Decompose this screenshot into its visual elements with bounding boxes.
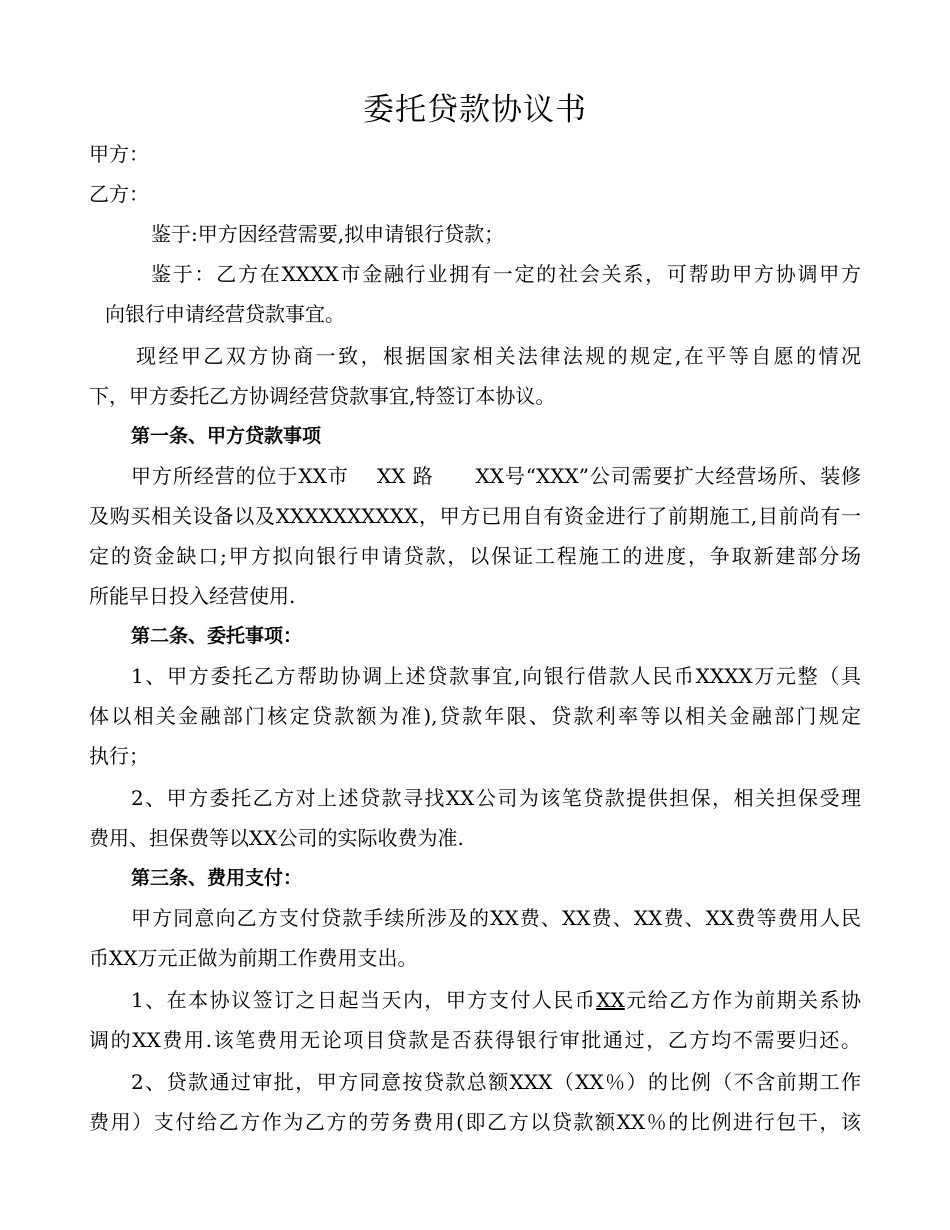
party-a-label: 甲方：: [89, 142, 149, 166]
article-3-paragraph-line-2: 币XX万元正做为前期工作费用支出。: [89, 946, 418, 970]
article-2-item-2-line-1: 2、甲方委托乙方对上述贷款寻找XX公司为该笔贷款提供担保，相关担保受理: [131, 786, 861, 810]
party-b-label: 乙方：: [89, 182, 149, 206]
article-2-heading: 第二条、委托事项：: [131, 625, 303, 647]
article-3-item-2-line-1: 2、贷款通过审批，甲方同意按贷款总额XXX（XX％）的比例（不含前期工作: [131, 1070, 861, 1094]
article-2-item-1-line-1: 1、甲方委托乙方帮助协调上述贷款事宜,向银行借款人民币XXXX万元整（具: [131, 664, 861, 688]
document-title: 委托贷款协议书: [363, 92, 587, 128]
article-1-heading: 第一条、甲方贷款事项: [131, 425, 322, 447]
recital-2-line-1: 鉴于：乙方在XXXX市金融行业拥有一定的社会关系，可帮助甲方协调甲方: [151, 262, 861, 286]
article-2-item-1-line-2: 体以相关金融部门核定贷款额为准),贷款年限、贷款利率等以相关金融部门规定: [89, 704, 861, 728]
article-3-item-1-text-a: 1、在本协议签订之日起当天内，甲方支付人民币: [131, 988, 597, 1012]
article-3-item-2-line-2: 费用）支付给乙方作为乙方的劳务费用(即乙方以贷款额XX％的比例进行包干，该: [89, 1110, 861, 1134]
article-3-heading: 第三条、费用支付：: [131, 867, 303, 889]
article-1-line-3: 定的资金缺口;甲方拟向银行申请贷款，以保证工程施工的进度，争取新建部分场: [89, 544, 861, 568]
recital-1: 鉴于:甲方因经营需要,拟申请银行贷款；: [151, 222, 505, 246]
article-2-item-2-line-2: 费用、担保费等以XX公司的实际收费为准.: [89, 826, 464, 850]
recital-2-line-2: 向银行申请经营贷款事宜。: [105, 302, 345, 326]
article-1-line-4: 所能早日投入经营使用.: [89, 584, 296, 608]
article-3-item-1-line-1: [131, 986, 861, 1014]
intro-line-2: 下，甲方委托乙方协调经营贷款事宜,特签订本协议。: [89, 384, 556, 408]
article-1-line-1: 甲方所经营的位于XX市 XX 路 XX号“XXX”公司需要扩大经营场所、装修: [131, 464, 861, 488]
article-3-paragraph-line-1: 甲方同意向乙方支付贷款手续所涉及的XX费、XX费、XX费、XX费等费用人民: [131, 906, 861, 930]
article-3-item-1-line-2: 调的XX费用.该笔费用无论项目贷款是否获得银行审批通过，乙方均不需要归还。: [89, 1028, 861, 1052]
article-1-line-2: 及购买相关设备以及XXXXXXXXXX，甲方已用自有资金进行了前期施工,目前尚有一: [89, 504, 861, 528]
article-2-item-1-line-3: 执行；: [89, 744, 149, 768]
intro-line-1: 现经甲乙双方协商一致，根据国家相关法律法规的规定,在平等自愿的情况: [136, 344, 861, 368]
amount-blank: XX: [596, 988, 625, 1012]
article-3-item-1-text-b: 元给乙方作为前期关系协: [624, 988, 861, 1012]
